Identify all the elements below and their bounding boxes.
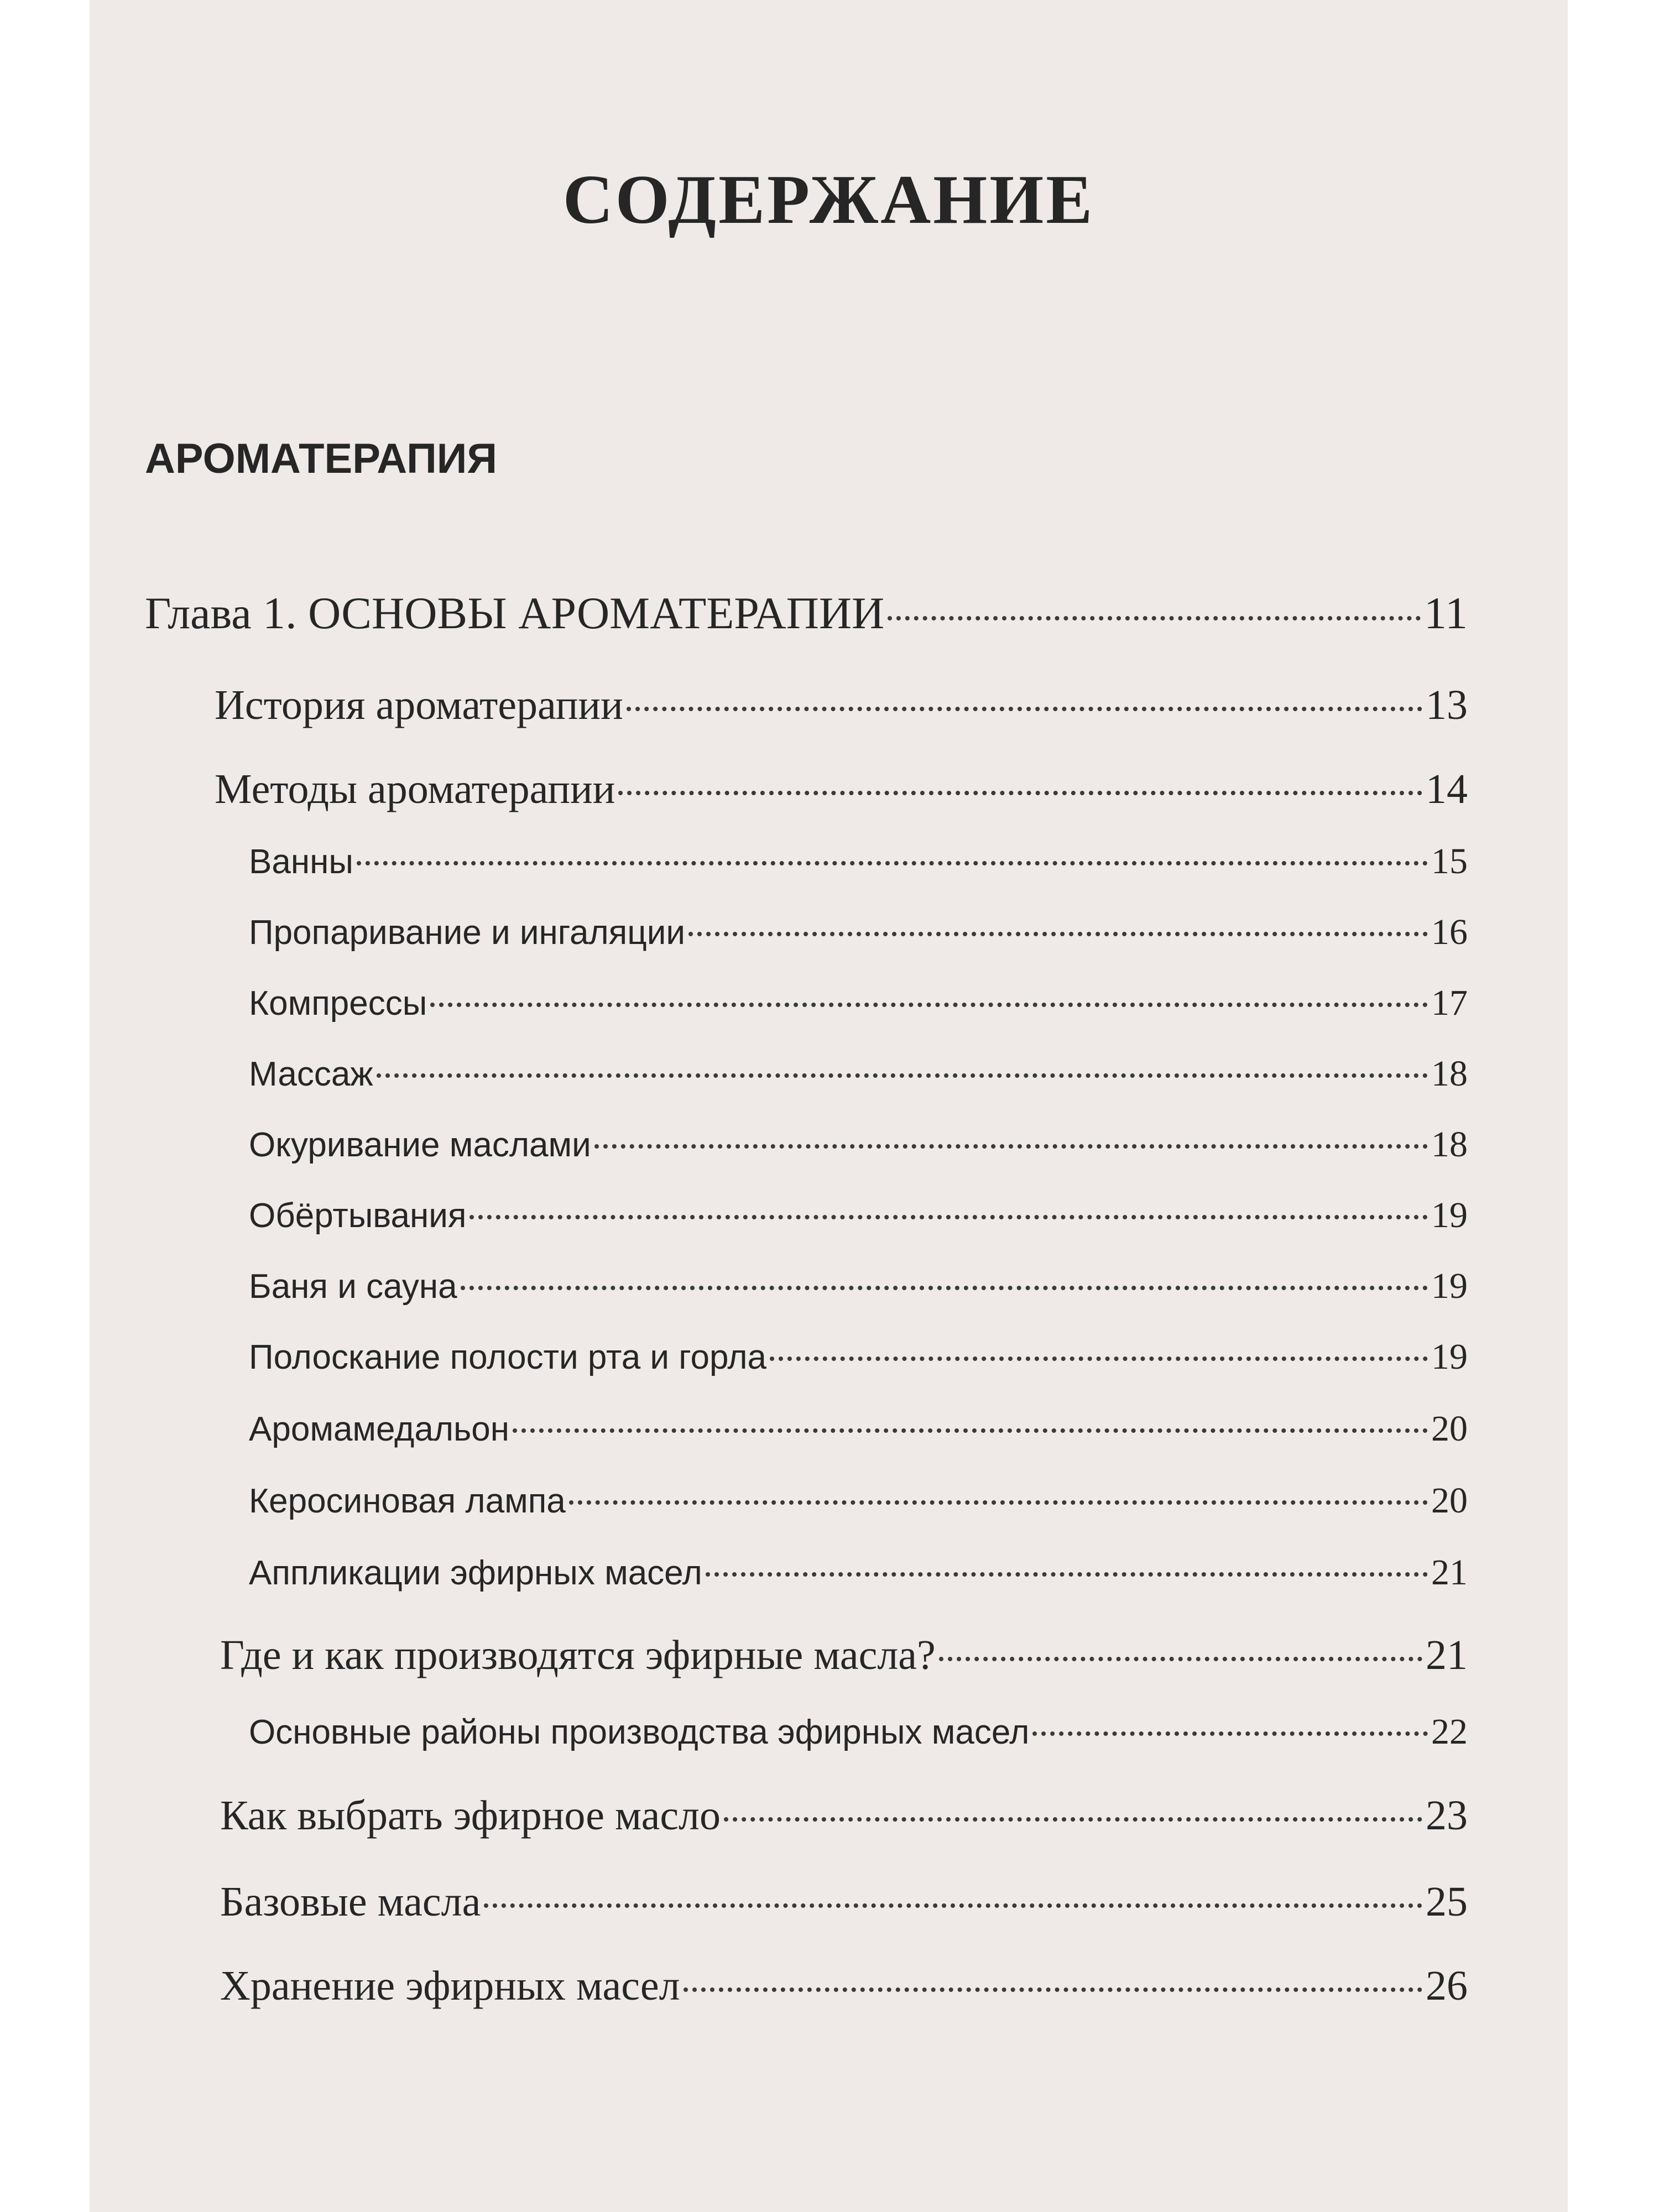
toc-entry bbox=[215, 765, 1468, 813]
toc-entry-label: Как выбрать эфирное масло bbox=[220, 1792, 721, 1839]
toc-entry bbox=[249, 1053, 1468, 1095]
dot-leader bbox=[484, 1903, 1422, 1908]
toc-entry-page-number: 22 bbox=[1431, 1712, 1468, 1752]
toc-entry-page-number: 17 bbox=[1431, 983, 1468, 1023]
toc-entry-page-number: 13 bbox=[1426, 682, 1468, 728]
toc-entry bbox=[220, 1962, 1468, 2010]
toc-entry-label: Базовые масла bbox=[220, 1879, 481, 1925]
toc-entry bbox=[249, 1552, 1468, 1594]
toc-entry-label: Массаж bbox=[249, 1055, 373, 1093]
toc-entry bbox=[249, 1480, 1468, 1522]
toc-entry-label: Аппликации эфирных масел bbox=[249, 1554, 702, 1592]
toc-entry bbox=[220, 1878, 1468, 1926]
dot-leader bbox=[469, 1215, 1428, 1219]
section-heading: АРОМАТЕРАПИЯ bbox=[145, 435, 497, 482]
toc-entry-label: Баня и сауна bbox=[249, 1267, 457, 1306]
dot-leader bbox=[888, 616, 1421, 620]
toc-entry-label: Основные районы производства эфирных масел bbox=[249, 1713, 1030, 1751]
toc-entry bbox=[249, 841, 1468, 883]
dot-leader bbox=[939, 1657, 1422, 1661]
toc-entry-page-number: 20 bbox=[1431, 1480, 1468, 1521]
toc-entry bbox=[249, 982, 1468, 1024]
dot-leader bbox=[618, 791, 1422, 795]
toc-entry-label: Пропаривание и ингаляции bbox=[249, 914, 685, 952]
toc-entry-label: Керосиновая лампа bbox=[249, 1482, 566, 1520]
toc-entry-page-number: 19 bbox=[1431, 1195, 1468, 1235]
toc-entry-page-number: 14 bbox=[1426, 766, 1468, 812]
dot-leader bbox=[627, 707, 1422, 711]
toc-entry-page-number: 23 bbox=[1426, 1792, 1468, 1839]
toc-entry-label: Методы ароматерапии bbox=[215, 766, 615, 812]
toc-entry-page-number: 26 bbox=[1426, 1963, 1468, 2009]
toc-entry-page-number: 19 bbox=[1431, 1266, 1468, 1306]
toc-entry bbox=[145, 587, 1468, 639]
dot-leader bbox=[569, 1500, 1428, 1505]
toc-entry-page-number: 21 bbox=[1431, 1552, 1468, 1593]
toc-entry-page-number: 16 bbox=[1431, 912, 1468, 952]
toc-entry bbox=[249, 911, 1468, 953]
dot-leader bbox=[357, 861, 1428, 865]
toc-entry-page-number: 20 bbox=[1431, 1408, 1468, 1449]
toc-entry-label: Полоскание полости рта и горла bbox=[249, 1338, 767, 1376]
toc-entry bbox=[220, 1792, 1468, 1840]
toc-entry-label: Глава 1. ОСНОВЫ АРОМАТЕРАПИИ bbox=[145, 588, 885, 638]
dot-leader bbox=[461, 1286, 1428, 1290]
toc-entry-page-number: 18 bbox=[1431, 1053, 1468, 1094]
toc-entry bbox=[220, 1631, 1468, 1679]
page-title: СОДЕРЖАНИЕ bbox=[562, 161, 1095, 238]
dot-leader bbox=[430, 1003, 1428, 1007]
toc-entry-page-number: 15 bbox=[1431, 841, 1468, 881]
toc-entry-label: Обёртывания bbox=[249, 1197, 467, 1235]
toc-entry-page-number: 19 bbox=[1431, 1337, 1468, 1377]
toc-entry-page-number: 18 bbox=[1431, 1124, 1468, 1165]
toc-entry bbox=[215, 681, 1468, 729]
toc-entry-page-number: 11 bbox=[1424, 588, 1468, 638]
toc-entry-label: Хранение эфирных масел bbox=[220, 1963, 680, 2009]
dot-leader bbox=[684, 1987, 1422, 1992]
dot-leader bbox=[724, 1817, 1422, 1822]
toc-entry-label: Окуривание маслами bbox=[249, 1126, 591, 1164]
dot-leader bbox=[513, 1428, 1428, 1433]
toc-entry-label: История ароматерапии bbox=[215, 682, 623, 728]
dot-leader bbox=[770, 1357, 1428, 1361]
toc-entry-label: Компрессы bbox=[249, 984, 427, 1022]
toc-entry bbox=[249, 1408, 1468, 1450]
toc-entry-page-number: 21 bbox=[1426, 1632, 1468, 1678]
dot-leader bbox=[706, 1572, 1428, 1577]
dot-leader bbox=[1032, 1731, 1428, 1736]
toc-entry-page-number: 25 bbox=[1426, 1879, 1468, 1925]
toc-entry-label: Аромамедальон bbox=[249, 1410, 510, 1448]
toc-entry-label: Где и как производятся эфирные масла? bbox=[220, 1632, 936, 1678]
toc-entry bbox=[249, 1711, 1468, 1753]
toc-entry bbox=[249, 1336, 1468, 1378]
toc-entry-label: Ванны bbox=[249, 843, 353, 881]
toc-entry bbox=[249, 1265, 1468, 1307]
dot-leader bbox=[594, 1144, 1428, 1149]
dot-leader bbox=[377, 1073, 1428, 1078]
book-page bbox=[90, 0, 1568, 2212]
toc-entry bbox=[249, 1124, 1468, 1166]
toc-entry bbox=[249, 1194, 1468, 1237]
dot-leader bbox=[688, 932, 1428, 936]
